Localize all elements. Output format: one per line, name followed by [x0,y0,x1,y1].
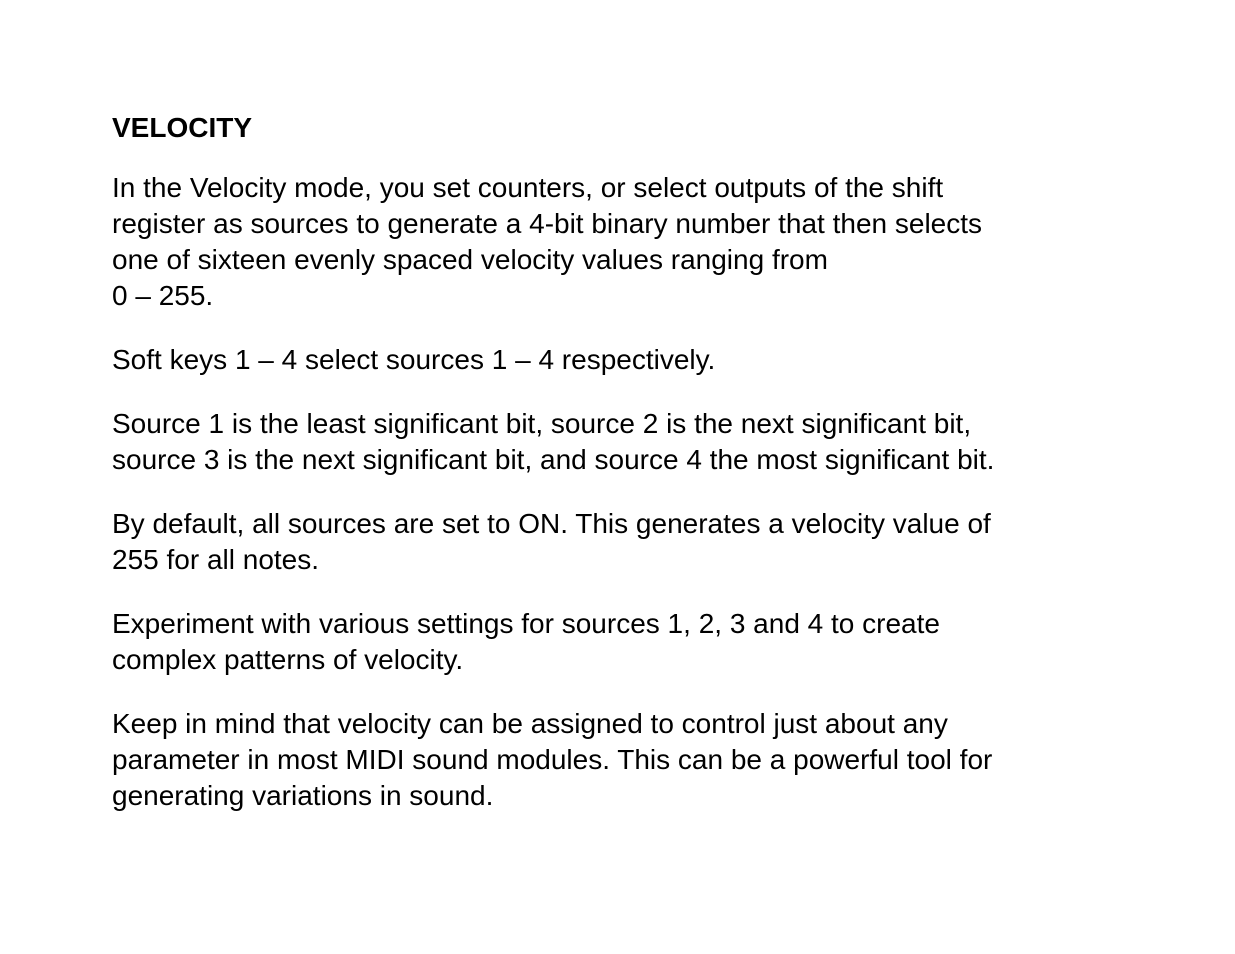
paragraph-velocity-mode [112,170,1122,314]
paragraph-line: By default, all sources are set to ON. This generates a velocity value of [112,508,991,539]
paragraph-line: Soft keys 1 – 4 select sources 1 – 4 respectively. [112,344,716,375]
paragraph-line: 0 – 255. [112,280,214,311]
paragraph-line: Experiment with various settings for sources 1, 2, 3 and 4 to create [112,608,940,639]
paragraph-bit-significance [112,406,1122,478]
paragraph-line: parameter in most MIDI sound modules. This can be a powerful tool for [112,744,993,775]
paragraph-keep-in-mind [112,706,1122,814]
paragraph-line: In the Velocity mode, you set counters, or select outputs of the shift [112,172,944,203]
paragraph-line: one of sixteen evenly spaced velocity values ranging from [112,244,828,275]
paragraph-line: generating variations in sound. [112,780,494,811]
paragraph-default [112,506,1122,578]
paragraph-line: Keep in mind that velocity can be assigned to control just about any [112,708,948,739]
paragraph-line: 255 for all notes. [112,544,320,575]
document-page [112,110,1122,842]
paragraph-line: complex patterns of velocity. [112,644,464,675]
paragraph-line: register as sources to generate a 4-bit binary number that then selects [112,208,983,239]
paragraph-experiment [112,606,1122,678]
paragraph-soft-keys [112,342,1122,378]
paragraph-line: source 3 is the next significant bit, and source 4 the most significant bit. [112,444,995,475]
section-heading: VELOCITY [112,112,253,143]
paragraph-line: Source 1 is the least significant bit, source 2 is the next significant bit, [112,408,972,439]
